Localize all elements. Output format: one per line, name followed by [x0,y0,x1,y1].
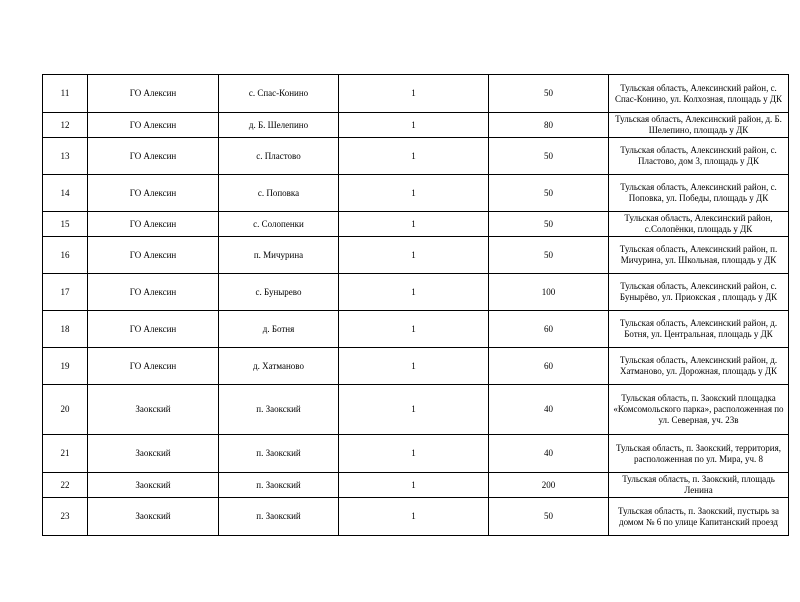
row-number-cell: 22 [43,473,88,498]
settlement-cell: д. Хатманово [219,348,339,385]
area-cell: 40 [489,385,609,435]
area-cell: 50 [489,237,609,274]
row-number-cell: 15 [43,212,88,237]
area-cell: 50 [489,175,609,212]
address-cell: Тульская область, Алексинский район, с. Пластово, дом 3, площадь у ДК [609,138,789,175]
count-cell: 1 [339,473,489,498]
district-cell: ГО Алексин [88,175,219,212]
row-number-cell: 16 [43,237,88,274]
count-cell: 1 [339,212,489,237]
table-row [43,348,789,385]
count-cell: 1 [339,175,489,212]
settlement-cell: с. Пластово [219,138,339,175]
district-cell: ГО Алексин [88,274,219,311]
area-cell: 50 [489,498,609,536]
count-cell: 1 [339,435,489,473]
table-row [43,138,789,175]
district-cell: Заокский [88,473,219,498]
settlement-cell: с. Спас-Конино [219,75,339,113]
table-row [43,498,789,536]
table-row [43,75,789,113]
area-cell: 200 [489,473,609,498]
count-cell: 1 [339,311,489,348]
area-cell: 80 [489,113,609,138]
district-cell: ГО Алексин [88,212,219,237]
count-cell: 1 [339,75,489,113]
count-cell: 1 [339,498,489,536]
address-cell: Тульская область, Алексинский район, с.Солопёнки, площадь у ДК [609,212,789,237]
row-number-cell: 13 [43,138,88,175]
settlement-cell: п. Заокский [219,473,339,498]
table-row [43,274,789,311]
area-cell: 50 [489,75,609,113]
table-row [43,473,789,498]
address-cell: Тульская область, п. Заокский, пустырь за домом № 6 по улице Капитанский проезд [609,498,789,536]
address-cell: Тульская область, Алексинский район, д. Б. Шелепино, площадь у ДК [609,113,789,138]
table-body [43,75,789,536]
row-number-cell: 19 [43,348,88,385]
address-cell: Тульская область, Алексинский район, д. Хатманово, ул. Дорожная, площадь у ДК [609,348,789,385]
district-cell: Заокский [88,435,219,473]
row-number-cell: 23 [43,498,88,536]
address-cell: Тульская область, Алексинский район, д. Ботня, ул. Центральная, площадь у ДК [609,311,789,348]
table-row [43,311,789,348]
settlement-cell: п. Мичурина [219,237,339,274]
address-cell: Тульская область, Алексинский район, с. Бунырёво, ул. Приокская , площадь у ДК [609,274,789,311]
district-cell: ГО Алексин [88,237,219,274]
row-number-cell: 11 [43,75,88,113]
row-number-cell: 21 [43,435,88,473]
count-cell: 1 [339,138,489,175]
count-cell: 1 [339,274,489,311]
row-number-cell: 20 [43,385,88,435]
row-number-cell: 14 [43,175,88,212]
settlement-cell: д. Б. Шелепино [219,113,339,138]
address-cell: Тульская область, Алексинский район, п. Мичурина, ул. Школьная, площадь у ДК [609,237,789,274]
district-cell: ГО Алексин [88,311,219,348]
settlement-cell: п. Заокский [219,435,339,473]
table-row [43,435,789,473]
address-cell: Тульская область, п. Заокский площадка «Комсомольского парка», расположенная по ул. Северная, уч. 23в [609,385,789,435]
settlement-cell: с. Поповка [219,175,339,212]
address-cell: Тульская область, Алексинский район, с. Спас-Конино, ул. Колхозная, площадь у ДК [609,75,789,113]
table-row [43,212,789,237]
settlement-cell: с. Солопенки [219,212,339,237]
count-cell: 1 [339,348,489,385]
address-cell: Тульская область, п. Заокский, площадь Ленина [609,473,789,498]
district-cell: Заокский [88,385,219,435]
address-cell: Тульская область, п. Заокский, территория, расположенная по ул. Мира, уч. 8 [609,435,789,473]
area-cell: 60 [489,348,609,385]
settlement-cell: п. Заокский [219,385,339,435]
area-cell: 50 [489,212,609,237]
locations-table [42,74,789,536]
area-cell: 50 [489,138,609,175]
row-number-cell: 18 [43,311,88,348]
settlement-cell: с. Бунырево [219,274,339,311]
district-cell: ГО Алексин [88,75,219,113]
area-cell: 100 [489,274,609,311]
district-cell: ГО Алексин [88,138,219,175]
settlement-cell: п. Заокский [219,498,339,536]
district-cell: ГО Алексин [88,348,219,385]
table-row [43,237,789,274]
table-row [43,385,789,435]
district-cell: ГО Алексин [88,113,219,138]
settlement-cell: д. Ботня [219,311,339,348]
address-cell: Тульская область, Алексинский район, с. Поповка, ул. Победы, площадь у ДК [609,175,789,212]
table-row [43,175,789,212]
table-row [43,113,789,138]
row-number-cell: 12 [43,113,88,138]
count-cell: 1 [339,113,489,138]
row-number-cell: 17 [43,274,88,311]
area-cell: 40 [489,435,609,473]
area-cell: 60 [489,311,609,348]
district-cell: Заокский [88,498,219,536]
count-cell: 1 [339,237,489,274]
count-cell: 1 [339,385,489,435]
